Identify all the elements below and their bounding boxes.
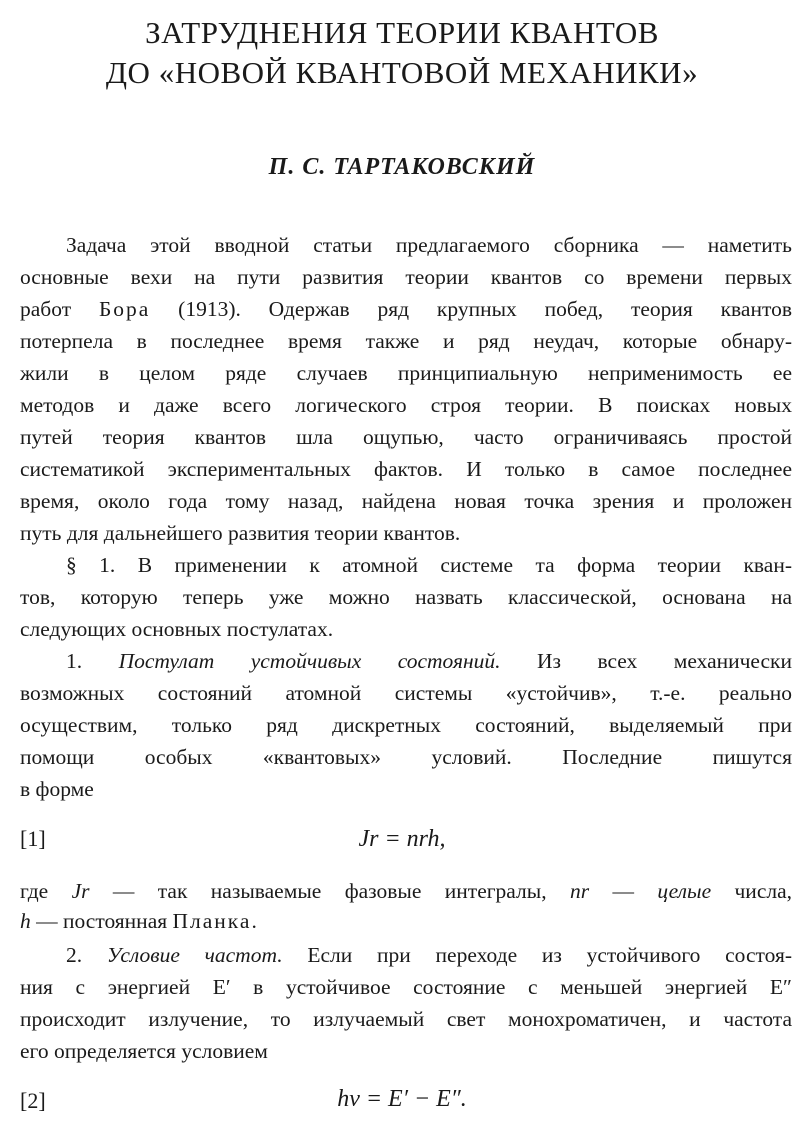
text-run: где — [20, 879, 72, 903]
paragraph-1-line-10: путь для дальнейшего развития теории квантов. — [20, 521, 461, 545]
emphasis: целые — [657, 879, 712, 903]
paragraph-1-line-4: потерпела в последнее время также и ряд неудач, которые обнару- — [20, 329, 792, 353]
paragraph-1-line-3 — [20, 296, 792, 322]
equation-2-number: [2] — [20, 1088, 46, 1113]
text-run: 2. — [66, 943, 107, 967]
equation-1-number: [1] — [20, 826, 46, 851]
paragraph-1-line-5: жили в целом ряде случаев принципиальную неприменимость ее — [20, 361, 792, 385]
condition-heading: Условие частот. — [106, 943, 283, 967]
paragraph-3-line-1 — [20, 648, 792, 674]
paragraph-1-line-6: методов и даже всего логического строя теории. В поисках новых — [20, 393, 792, 417]
paragraph-4-line-1 — [20, 878, 792, 904]
text-run: Если при переходе из устойчивого состоя- — [282, 943, 792, 967]
author-name: П. С. ТАРТАКОВСКИЙ — [268, 154, 536, 180]
paragraph-3-line-3: осуществим, только ряд дискретных состояний, выделяемый при — [20, 713, 792, 737]
paragraph-1-line-8: систематикой экспериментальных фактов. И только в самое последнее — [20, 457, 792, 481]
paragraph-2-line-2: тов, которую теперь уже можно назвать классической, основана на — [20, 585, 792, 609]
text-run: (1913). Одержав ряд крупных побед, теория квантов — [150, 297, 792, 321]
paragraph-3-line-4: помощи особых «квантовых» условий. Последние пишутся — [20, 745, 792, 769]
paragraph-5-line-2: ния с энергией E′ в устойчивое состояние с меньшей энергией E″ — [20, 975, 792, 999]
paragraph-5-line-1 — [20, 942, 792, 968]
math-symbol: Jr — [71, 879, 90, 903]
person-name-bohr: Бора — [98, 297, 151, 321]
math-symbol: nr — [569, 879, 590, 903]
paragraph-1-line-9: время, около года тому назад, найдена новая точка зрения и проложен — [20, 489, 792, 513]
text-run: — так называемые фазовые интегралы, — [89, 879, 570, 903]
paragraph-5-line-3: происходит излучение, то излучаемый свет монохроматичен, и частота — [20, 1007, 792, 1031]
paragraph-4-line-2 — [20, 908, 792, 934]
paragraph-5-line-4: его определяется условием — [20, 1039, 268, 1063]
postulate-heading: Постулат устойчивых состояний. — [118, 649, 501, 673]
text-run: 1. — [66, 649, 119, 673]
text-run: работ — [20, 297, 99, 321]
equation-2-formula: hν = E′ − E″. — [337, 1086, 467, 1112]
person-name-planck: Планка — [172, 909, 252, 933]
equation-1-formula: Jr = nrh, — [358, 826, 446, 852]
paragraph-3-line-5: в форме — [20, 777, 94, 801]
text-run: числа, — [711, 879, 793, 903]
text-run: . — [251, 909, 257, 933]
title-line-2: ДО «НОВОЙ КВАНТОВОЙ МЕХАНИКИ» — [105, 55, 699, 90]
text-run: Из всех механически — [500, 649, 793, 673]
text-run: — постоянная — [30, 909, 173, 933]
title-line-1: ЗАТРУДНЕНИЯ ТЕОРИИ КВАНТОВ — [145, 15, 659, 50]
math-symbol: h — [20, 909, 31, 933]
text-run: — — [589, 879, 658, 903]
paragraph-3-line-2: возможных состояний атомной системы «устойчив», т.-е. реально — [20, 681, 792, 705]
paragraph-1-line-1: Задача этой вводной статьи предлагаемого сборника — наметить — [66, 233, 792, 257]
paragraph-1-line-2: основные вехи на пути развития теории квантов со времени первых — [20, 265, 792, 289]
paragraph-1-line-7: путей теория квантов шла ощупью, часто ограничиваясь простой — [20, 425, 792, 449]
paragraph-2-line-3: следующих основных постулатах. — [20, 617, 334, 641]
paragraph-2-line-1: § 1. В применении к атомной системе та форма теории кван- — [66, 553, 792, 577]
